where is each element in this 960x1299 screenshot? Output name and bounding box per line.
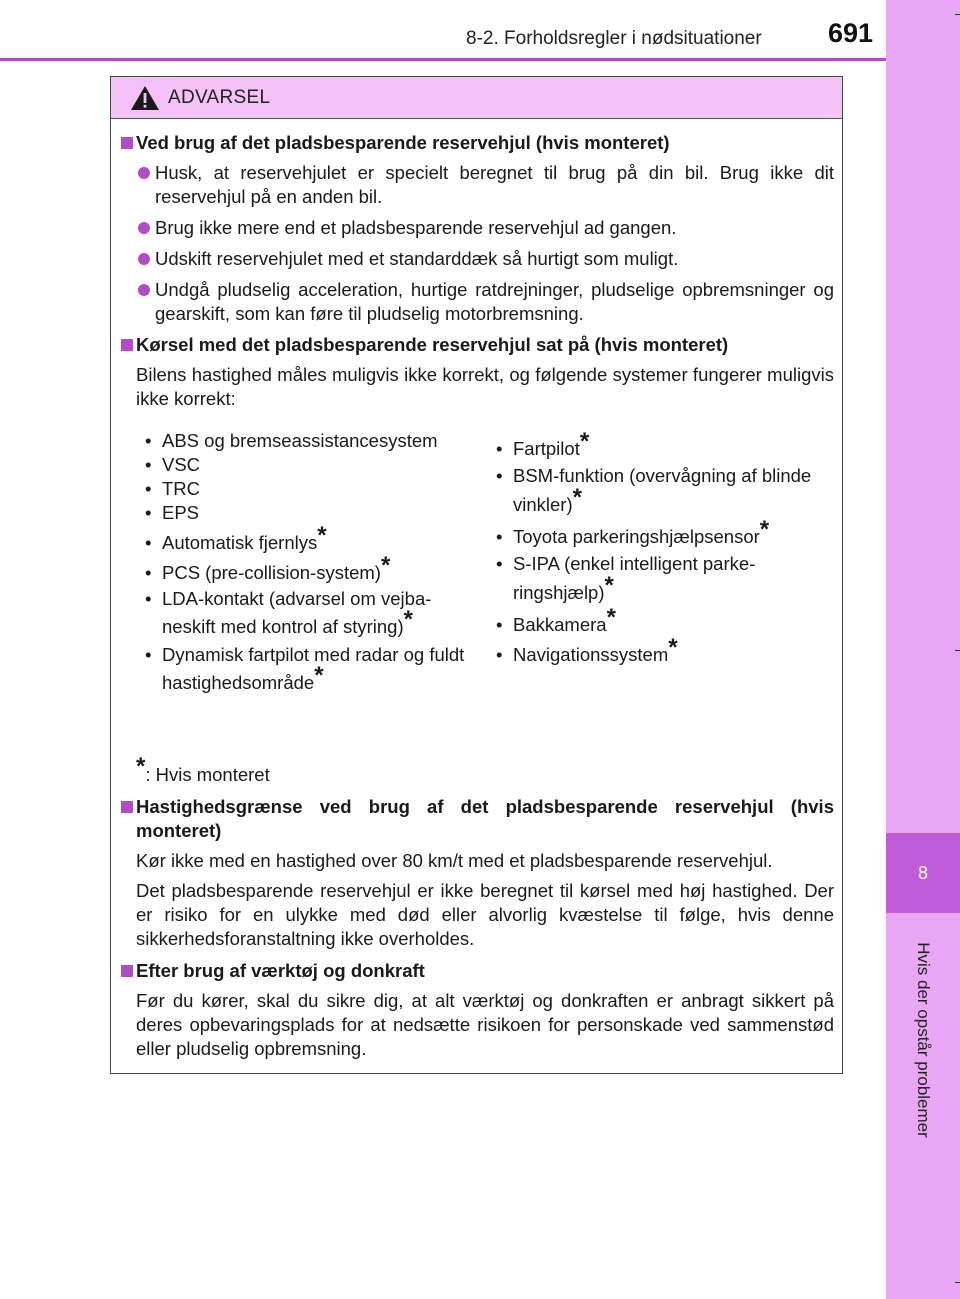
system-list-left xyxy=(136,429,476,697)
section-heading: Kørsel med det pladsbesparende reservehjul sat på (hvis monteret) xyxy=(119,333,834,357)
page-number: 691 xyxy=(828,18,874,48)
list-item: • Toyota parkeringshjælpsensor* xyxy=(496,516,770,547)
square-bullet-icon xyxy=(121,137,133,149)
list-item: • VSC xyxy=(145,454,201,475)
list-item: Husk, at reservehjulet er specielt beregnet til brug på din bil. Brug ikke dit reservehjul på en anden bil. xyxy=(119,161,834,209)
running-header: 8-2. Forholdsregler i nødsituationer xyxy=(466,28,762,49)
round-bullet-icon xyxy=(138,284,150,296)
warning-box xyxy=(110,76,843,1074)
list-item: Undgå pludselig acceleration, hurtige ratdrejninger, pludselige opbremsninger og gearskift, som kan føre til pludselig motorbremsning. xyxy=(119,278,834,326)
warning-title: ADVARSEL xyxy=(168,86,271,108)
system-list-right xyxy=(487,428,827,667)
section-heading: Ved brug af det pladsbesparende reservehjul (hvis monteret) xyxy=(119,131,834,155)
footnote: *: Hvis monteret xyxy=(136,753,270,785)
square-bullet-icon xyxy=(121,339,133,351)
list-item: • ABS og bremseassistancesystem xyxy=(145,430,438,451)
chapter-number-box xyxy=(886,833,960,913)
list-item: Udskift reservehjulet med et standarddæk så hurtigt som muligt. xyxy=(119,247,834,271)
list-item: • EPS xyxy=(145,502,200,523)
warning-triangle-icon xyxy=(130,85,160,111)
list-item: • Fartpilot* xyxy=(496,428,590,459)
round-bullet-icon xyxy=(138,167,150,179)
list-item: • TRC xyxy=(145,478,201,499)
crop-mark xyxy=(955,650,960,651)
list-item: • LDA-kontakt (advarsel om vejbaneskift med kontrol af styring)* xyxy=(145,588,432,637)
section-heading: Hastighedsgrænse ved brug af det pladsbesparende reservehjul (hvis monteret) xyxy=(119,795,834,843)
list-item: • Bakkamera* xyxy=(496,604,616,635)
paragraph: Bilens hastighed måles muligvis ikke korrekt, og følgende systemer fungerer muligvis ikke korrekt: xyxy=(136,364,834,409)
list-item: • PCS (pre-collision-system)* xyxy=(145,552,391,583)
header-rule xyxy=(0,58,886,61)
warning-header xyxy=(111,77,842,119)
list-item: • Automatisk fjernlys* xyxy=(145,522,327,553)
paragraph: Før du kører, skal du sikre dig, at alt værktøj og donkraften er anbragt sikkert på deres opbevaringsplads for at nedsætte risikoen for personskade ved sammenstød eller pludselig opbremsning. xyxy=(136,990,834,1059)
round-bullet-icon xyxy=(138,253,150,265)
system-lists xyxy=(119,429,834,759)
chapter-title: Hvis der opstår problemer xyxy=(914,942,933,1138)
list-item: • Navigationssystem* xyxy=(496,634,678,665)
chapter-number: 8 xyxy=(917,862,928,883)
paragraph: Kør ikke med en hastighed over 80 km/t med et pladsbesparende reservehjul. xyxy=(136,850,773,871)
square-bullet-icon xyxy=(121,965,133,977)
list-item: • Dynamisk fartpilot med radar og fuldt hastighedsområde* xyxy=(145,644,465,693)
list-item: Brug ikke mere end et pladsbesparende reservehjul ad gangen. xyxy=(119,216,834,240)
warning-content xyxy=(111,118,842,1067)
list-item: • BSM-funktion (overvågning af blinde vinkler)* xyxy=(496,465,812,515)
paragraph: Det pladsbesparende reservehjul er ikke beregnet til kørsel med høj hastighed. Der er risiko for en ulykke med død eller alvorlig kvæstelse til følge, hvis denne sikkerhedsforanstaltning ikke overholdes. xyxy=(136,880,834,949)
crop-mark xyxy=(955,14,960,15)
round-bullet-icon xyxy=(138,222,150,234)
square-bullet-icon xyxy=(121,801,133,813)
list-item: • S-IPA (enkel intelligent parkeringshjælp)* xyxy=(496,553,756,603)
crop-mark xyxy=(955,1282,960,1283)
section-heading: Efter brug af værktøj og donkraft xyxy=(119,959,834,983)
